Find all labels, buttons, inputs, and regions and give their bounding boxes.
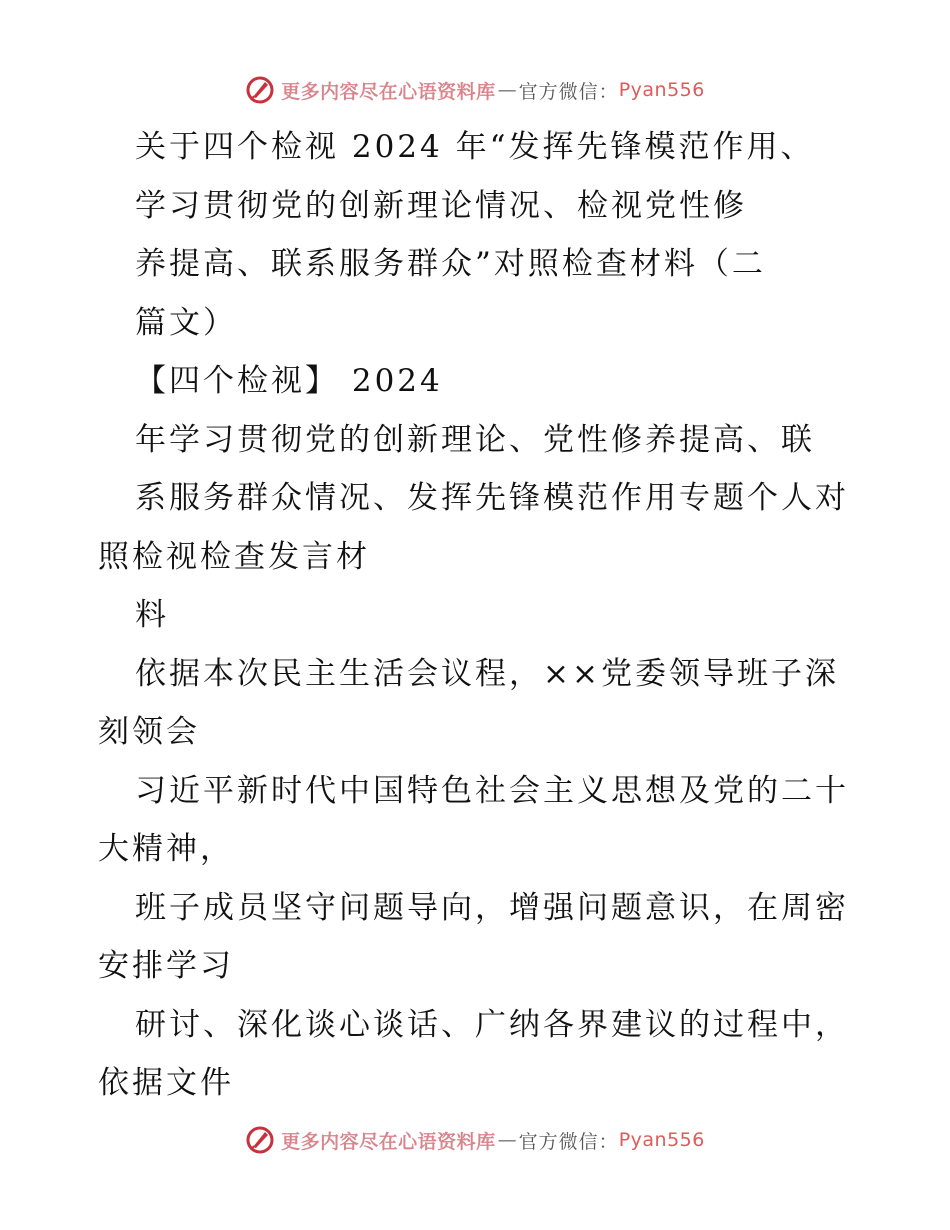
- text-line: 料: [135, 597, 169, 633]
- footer-watermark: [0, 1120, 950, 1160]
- document-body: [98, 118, 858, 1113]
- watermark-text: 更多内容尽在心语资料库: [281, 80, 496, 103]
- watermark-contact-label: 官方微信：: [518, 80, 619, 103]
- text-line: 年学习贯彻党的创新理论、党性修养提高、联: [135, 421, 815, 458]
- text-line: 依据文件: [98, 1065, 234, 1101]
- text-line: 关于四个检视 2024 年“发挥先锋模范作用、: [135, 129, 815, 165]
- watermark-text: 更多内容尽在心语资料库: [281, 1130, 496, 1153]
- header-watermark: [0, 70, 950, 110]
- text-line: 养提高、联系服务群众”对照检查材料（二: [135, 246, 766, 282]
- watermark-separator: —: [497, 79, 517, 101]
- feather-pen-circle-icon: [245, 75, 275, 105]
- watermark-separator: —: [497, 1129, 517, 1151]
- watermark-contact-label: 官方微信：: [518, 1130, 619, 1153]
- text-line: 学习贯彻党的创新理论情况、检视党性修: [135, 187, 747, 224]
- watermark-wechat-id: Pyan556: [618, 1129, 705, 1151]
- text-line: 【四个检视】 2024: [135, 363, 443, 399]
- text-line: 安排学习: [98, 948, 234, 984]
- text-line: 班子成员坚守问题导向，增强问题意识，在周密: [135, 889, 849, 926]
- text-line: 依据本次民主生活会议程，××党委领导班子深: [135, 655, 839, 692]
- watermark-wechat-id: Pyan556: [618, 79, 705, 101]
- text-line: 研讨、深化谈心谈话、广纳各界建议的过程中，: [135, 1006, 849, 1043]
- feather-pen-circle-icon: [245, 1125, 275, 1155]
- text-line: 照检视检查发言材: [98, 538, 370, 575]
- text-line: 大精神，: [98, 831, 234, 867]
- text-line: 习近平新时代中国特色社会主义思想及党的二十: [135, 772, 849, 809]
- text-line: 系服务群众情况、发挥先锋模范作用专题个人对: [135, 480, 849, 516]
- text-line: 刻领会: [98, 714, 200, 750]
- text-line: 篇文）: [135, 304, 237, 341]
